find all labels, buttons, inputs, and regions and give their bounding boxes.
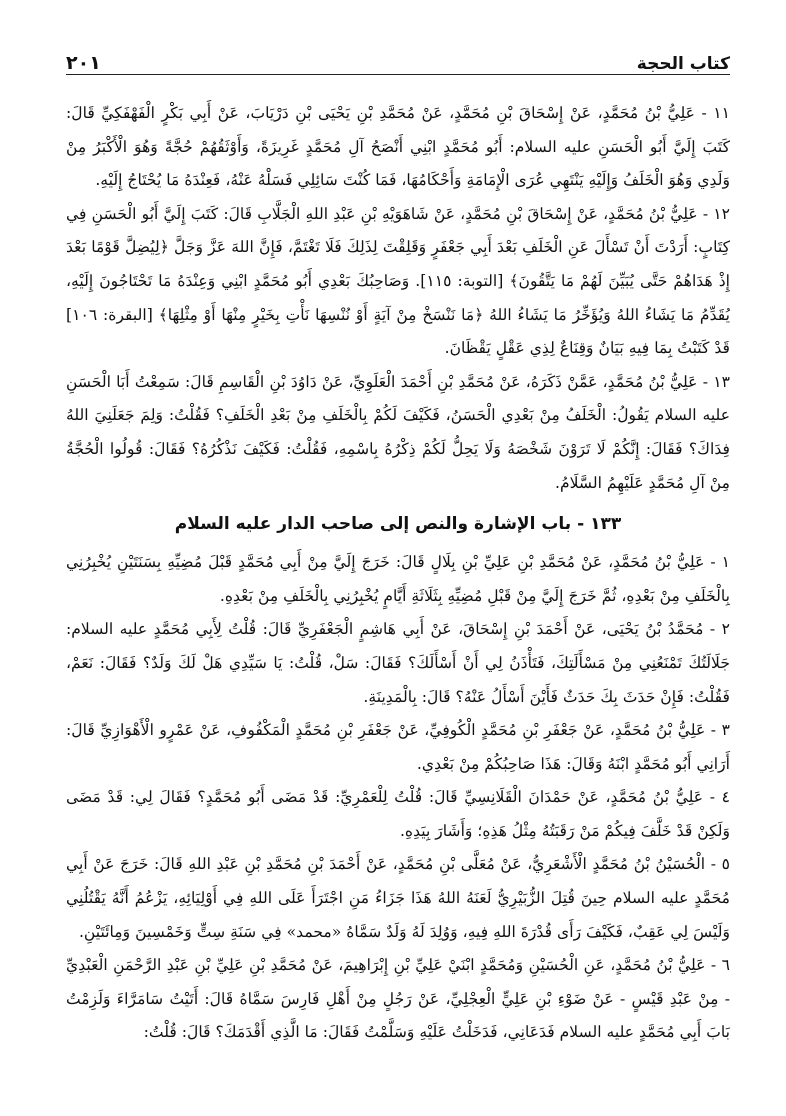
chapter-heading: ١٣٣ - باب الإشارة والنص إلى صاحب الدار عليه السلام — [174, 514, 622, 535]
hadith-paragraph: ٢ - مُحَمَّدُ بْنُ يَحْيَى، عَنْ أَحْمَدَ بْنِ إِسْحَاقَ، عَنْ أَبِي هَاشِمٍ الْجَعْفَرِيِّ قَالَ: قُلْتُ لِأَبِي مُحَمَّدٍ عليه السلام: جَلَالَتُكَ تَمْنَعُنِي مِنْ مَسْأَلَتِكَ، فَتَأْذَنُ لِي أَنْ أَسْأَلَكَ؟ فَقَالَ: سَلْ، قُلْتُ: يَا سَيِّدِي هَلْ لَكَ وَلَدٌ؟ فَقَالَ: نَعَمْ، فَقُلْتُ: فَإِنْ حَدَثَ بِكَ حَدَثٌ فَأَيْنَ أَسْأَلُ عَنْهُ؟ قَالَ: بِالْمَدِينَةِ. — [66, 620, 730, 706]
hadith-paragraph: ١ - عَلِيُّ بْنُ مُحَمَّدٍ، عَنْ مُحَمَّدِ بْنِ عَلِيِّ بْنِ بِلَالٍ قَالَ: خَرَجَ إِلَيَّ مِنْ أَبِي مُحَمَّدٍ قَبْلَ مُضِيِّهِ بِسَنَتَيْنِ يُخْبِرُنِي بِالْخَلَفِ مِنْ بَعْدِهِ، ثُمَّ خَرَجَ إِلَيَّ مِنْ قَبْلِ مُضِيِّهِ بِثَلَاثَةِ أَيَّامٍ يُخْبِرُنِي بِالْخَلَفِ مِنْ بَعْدِهِ. — [66, 553, 730, 605]
hadith-paragraph: ١١ - عَلِيُّ بْنُ مُحَمَّدٍ، عَنْ إِسْحَاقَ بْنِ مُحَمَّدٍ، عَنْ مُحَمَّدِ بْنِ يَحْيَى بْنِ دَرْيَابَ، عَنْ أَبِي بَكْرٍ الْفَهْفَكِيِّ قَالَ: كَتَبَ إِلَيَّ أَبُو الْحَسَنِ عليه السلام: أَبُو مُحَمَّدٍ ابْنِي أَنْصَحُ آلِ مُحَمَّدٍ غَرِيزَةً، وَأَوْثَقُهُمْ حُجَّةً وَهُوَ الْأَكْبَرُ مِنْ وَلَدِي وَهُوَ الْخَلَفُ وَإِلَيْهِ يَنْتَهِي عُرَى الْإِمَامَةِ وَأَحْكَامُهَا، فَمَا كُنْتَ سَائِلِي فَسَلْهُ عَنْهُ، فَعِنْدَهُ مَا يُحْتَاجُ إِلَيْهِ. — [66, 104, 730, 190]
hadith-paragraph: ٥ - الْحُسَيْنُ بْنُ مُحَمَّدٍ الْأَشْعَرِيُّ، عَنْ مُعَلَّى بْنِ مُحَمَّدٍ، عَنْ أَحْمَدَ بْنِ مُحَمَّدِ بْنِ عَبْدِ اللهِ قَالَ: خَرَجَ عَنْ أَبِي مُحَمَّدٍ عليه السلام حِينَ قُتِلَ الزُّبَيْرِيُّ لَعَنَهُ اللهُ هَذَا جَزَاءُ مَنِ اجْتَرَأَ عَلَى اللهِ فِي أَوْلِيَائِهِ، يَزْعُمُ أَنَّهُ يَقْتُلُنِي وَلَيْسَ لِي عَقِبٌ، فَكَيْفَ رَأَى قُدْرَةَ اللهِ فِيهِ، وَوُلِدَ لَهُ وَلَدٌ سَمَّاهُ «محمد» فِي سَنَةِ سِتٍّ وَخَمْسِينَ وَمِائَتَيْنِ. — [66, 855, 730, 941]
hadith-paragraph: ٦ - عَلِيُّ بْنُ مُحَمَّدٍ، عَنِ الْحُسَيْنِ وَمُحَمَّدٍ ابْنَيْ عَلِيِّ بْنِ إِبْرَاهِيمَ، عَنْ مُحَمَّدِ بْنِ عَلِيِّ بْنِ عَبْدِ الرَّحْمَنِ الْعَبْدِيِّ - مِنْ عَبْدِ قَيْسٍ - عَنْ ضَوْءِ بْنِ عَلِيٍّ الْعِجْلِيِّ، عَنْ رَجُلٍ مِنْ أَهْلِ فَارِسَ سَمَّاهُ قَالَ: أَتَيْتُ سَامَرَّاءَ وَلَزِمْتُ بَابَ أَبِي مُحَمَّدٍ عليه السلام فَدَعَانِي، فَدَخَلْتُ عَلَيْهِ وَسَلَّمْتُ فَقَالَ: مَا الَّذِي أَقْدَمَكَ؟ قَالَ: قُلْتُ: — [66, 956, 730, 1042]
book-title: كتاب الحجة — [636, 54, 730, 74]
hadith-paragraph: ١٢ - عَلِيُّ بْنُ مُحَمَّدٍ، عَنْ إِسْحَاقَ بْنِ مُحَمَّدٍ، عَنْ شَاهَوَيْهِ بْنِ عَبْدِ اللهِ الْجَلَّابِ قَالَ: كَتَبَ إِلَيَّ أَبُو الْحَسَنِ فِي كِتَابٍ: أَرَدْتَ أَنْ تَسْأَلَ عَنِ الْخَلَفِ بَعْدَ أَبِي جَعْفَرٍ وَقَلِقْتَ لِذَلِكَ فَلَا تَغْتَمَّ، فَإِنَّ اللهَ عَزَّ وَجَلَّ ﴿لِيُضِلَّ قَوْمًا بَعْدَ إِذْ هَدَاهُمْ حَتَّى يُبَيِّنَ لَهُمْ مَا يَتَّقُونَ﴾ [التوبة: ١١٥]. وَصَاحِبُكَ بَعْدِي أَبُو مُحَمَّدٍ ابْنِي وَعِنْدَهُ مَا تَحْتَاجُونَ إِلَيْهِ، يُقَدِّمُ مَا يَشَاءُ اللهُ وَيُؤَخِّرُ مَا يَشَاءُ اللهُ ﴿مَا نَنْسَخْ مِنْ آيَةٍ أَوْ نُنْسِهَا نَأْتِ بِخَيْرٍ مِنْهَا أَوْ مِثْلِهَا﴾ [البقرة: ١٠٦] قَدْ كَتَبْتُ بِمَا فِيهِ بَيَانٌ وَقِنَاعٌ لِذِي عَقْلٍ يَقْظَانَ. — [66, 204, 730, 358]
page-body — [66, 97, 730, 1050]
page-number: ٢٠١ — [66, 52, 101, 74]
hadith-paragraph: ١٣ - عَلِيُّ بْنُ مُحَمَّدٍ، عَمَّنْ ذَكَرَهُ، عَنْ مُحَمَّدِ بْنِ أَحْمَدَ الْعَلَوِيِّ، عَنْ دَاوُدَ بْنِ الْقَاسِمِ قَالَ: سَمِعْتُ أَبَا الْحَسَنِ عليه السلام يَقُولُ: الْخَلَفُ مِنْ بَعْدِي الْحَسَنُ، فَكَيْفَ لَكُمْ بِالْخَلَفِ مِنْ بَعْدِ الْخَلَفِ؟ فَقُلْتُ: وَلِمَ جَعَلَنِيَ اللهُ فِدَاكَ؟ فَقَالَ: إِنَّكُمْ لَا تَرَوْنَ شَخْصَهُ وَلَا يَحِلُّ لَكُمْ ذِكْرُهُ بِاسْمِهِ، فَقُلْتُ: فَكَيْفَ نَذْكُرُهُ؟ فَقَالَ: قُولُوا الْحُجَّةُ مِنْ آلِ مُحَمَّدٍ عَلَيْهِمُ السَّلَامُ. — [66, 372, 730, 492]
book-page — [66, 36, 730, 1050]
hadith-paragraph: ٤ - عَلِيُّ بْنُ مُحَمَّدٍ، عَنْ حَمْدَانَ الْقَلَانِسِيِّ قَالَ: قُلْتُ لِلْعَمْرِيِّ: قَدْ مَضَى أَبُو مُحَمَّدٍ؟ فَقَالَ لِي: قَدْ مَضَى وَلَكِنْ قَدْ خَلَّفَ فِيكُمْ مَنْ رَقَبَتُهُ مِثْلُ هَذِهِ؛ وَأَشَارَ بِيَدِهِ. — [66, 788, 730, 840]
page-header — [66, 36, 730, 75]
hadith-paragraph: ٣ - عَلِيُّ بْنُ مُحَمَّدٍ، عَنْ جَعْفَرِ بْنِ مُحَمَّدٍ الْكُوفِيِّ، عَنْ جَعْفَرِ بْنِ مُحَمَّدٍ الْمَكْفُوفِ، عَنْ عَمْرٍو الْأَهْوَازِيِّ قَالَ: أَرَانِي أَبُو مُحَمَّدٍ ابْنَهُ وَقَالَ: هَذَا صَاحِبُكُمْ مِنْ بَعْدِي. — [66, 721, 730, 773]
